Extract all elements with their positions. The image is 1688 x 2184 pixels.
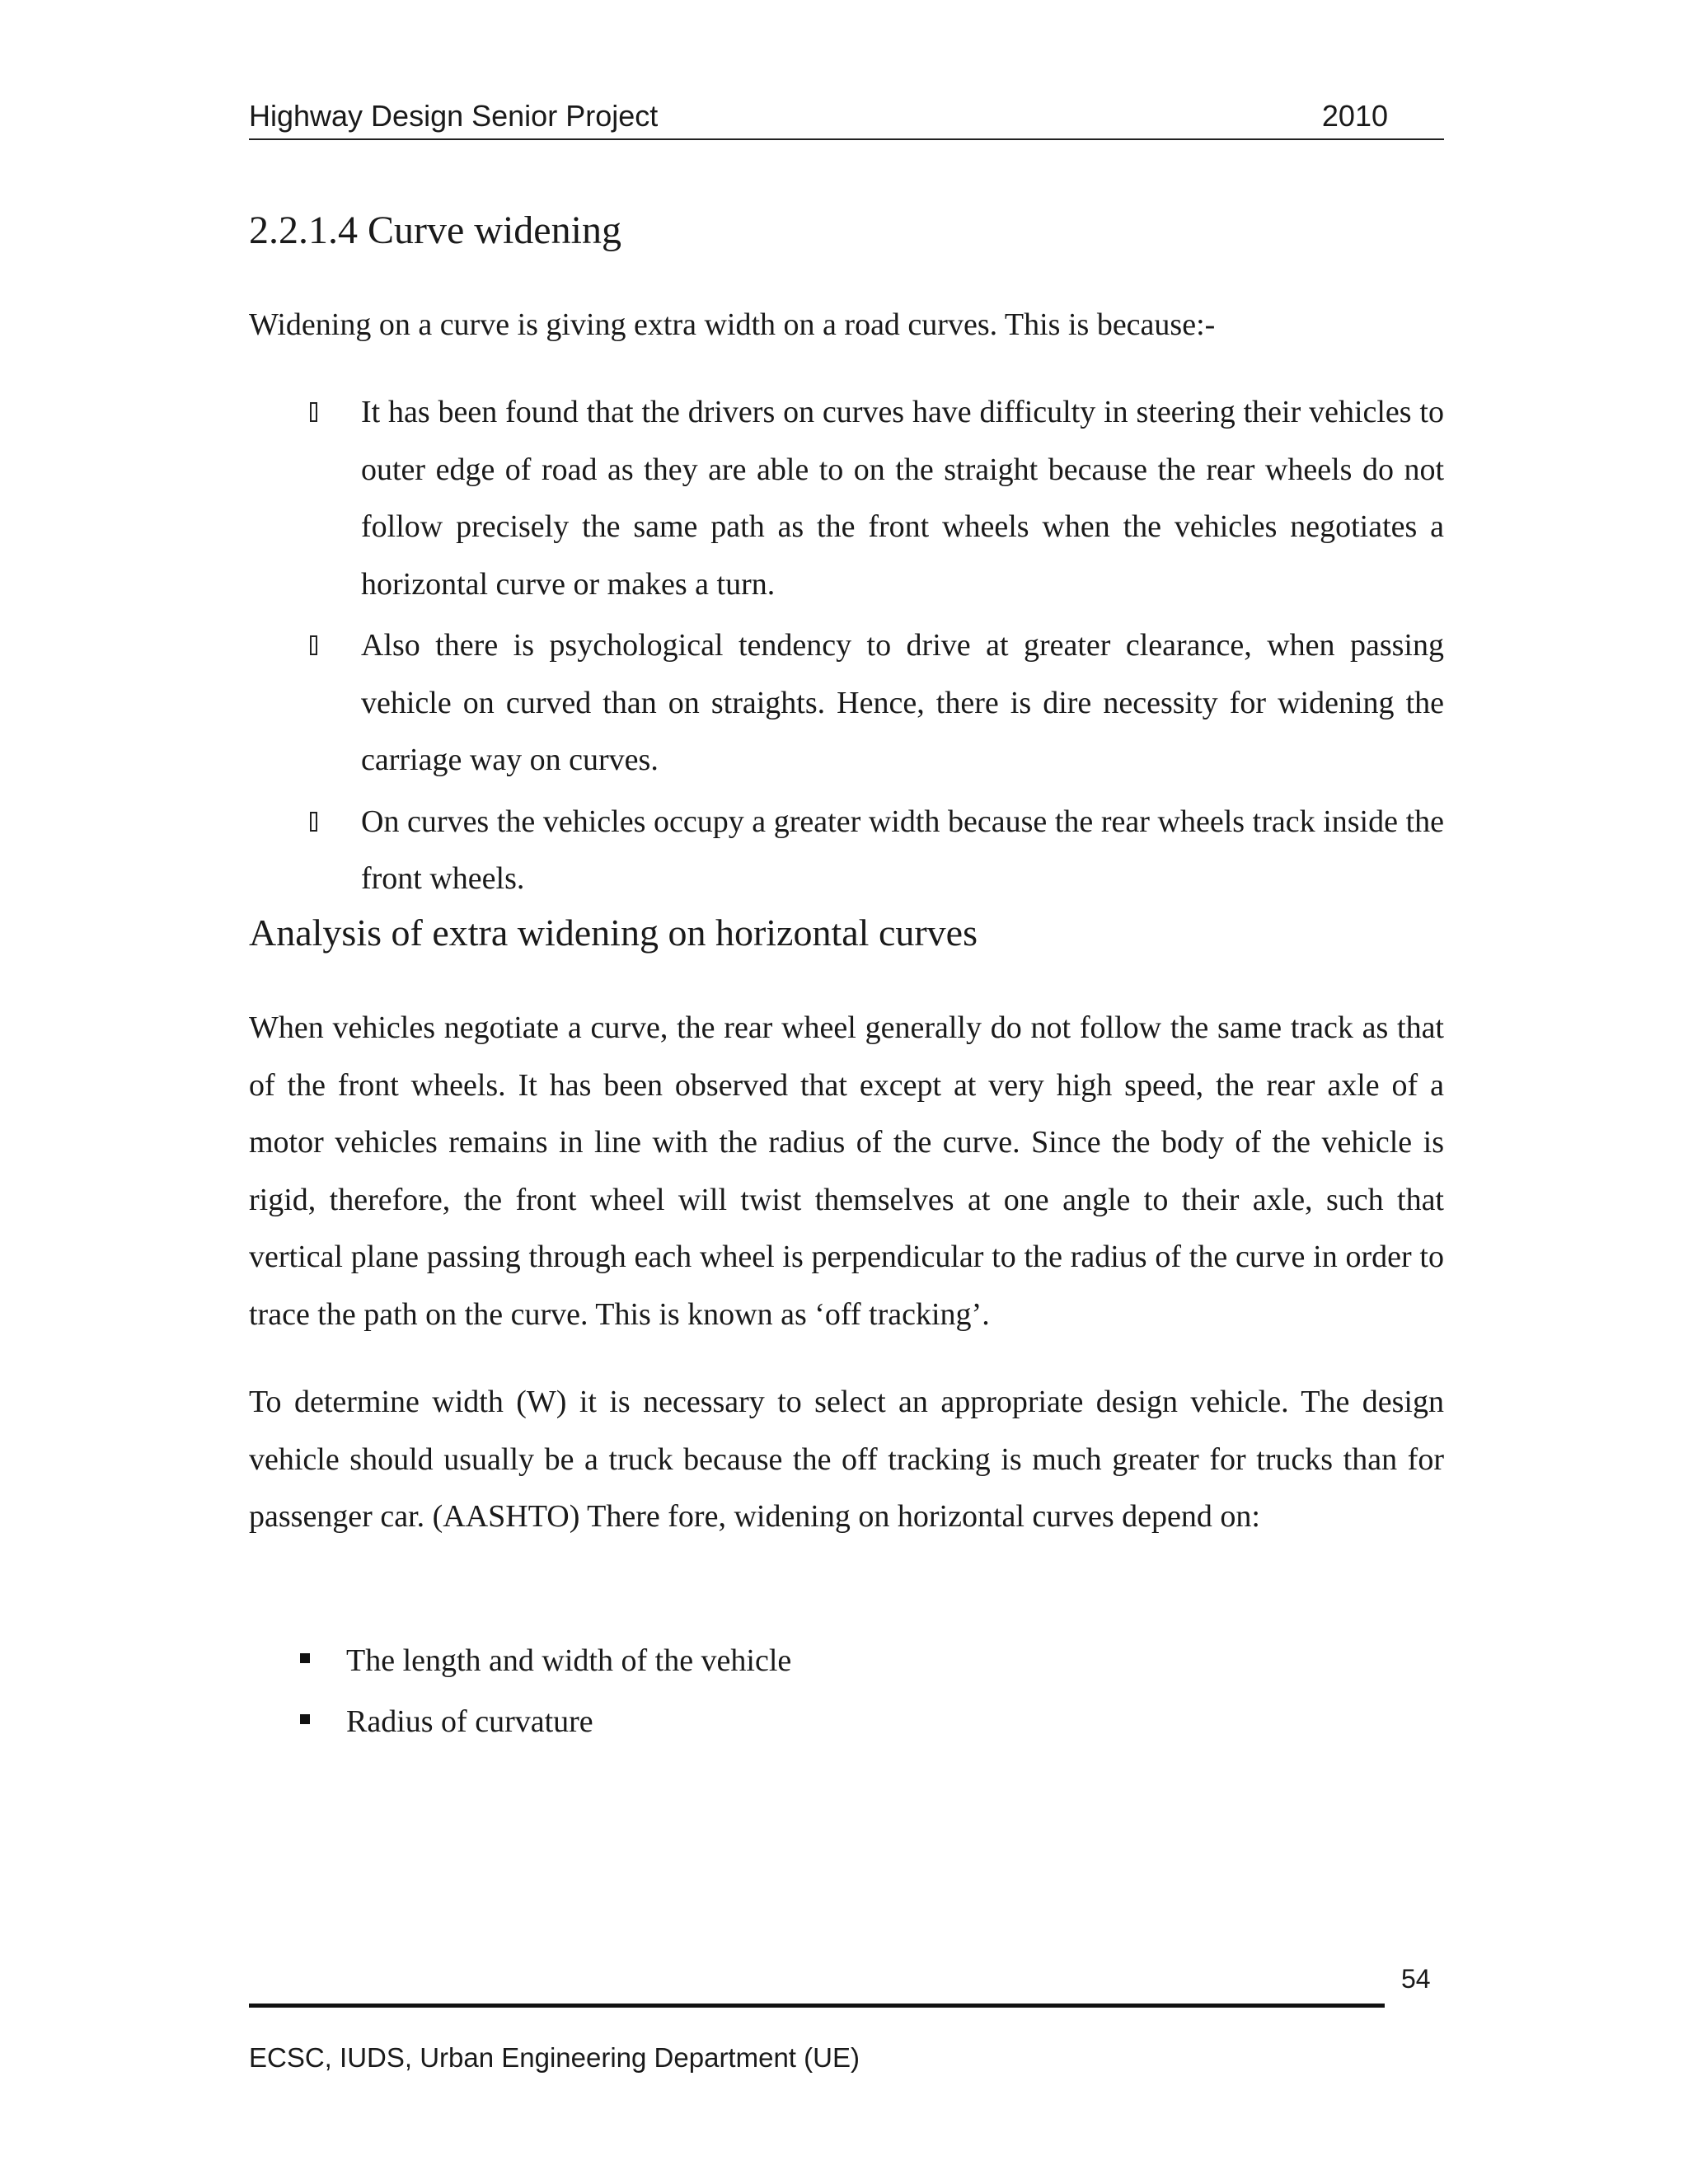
footer-divider [249,2004,1385,2008]
analysis-paragraph: When vehicles negotiate a curve, the rear wheel generally do not follow the same track as that of the front wheels. It has been observed that except at very high speed, the rear axle of a motor vehicles remains in line with the radius of the curve. Since the body of the vehicle is rigid, therefore, the front wheel will twist themselves at one angle to their axle, such that vertical plane passing through each wheel is perpendicular to the radius of the curve in order to trace the path on the curve. This is known as ‘off tracking’. [249,1010,1444,1332]
page-header [249,97,1444,140]
square-bullet-icon [300,1714,310,1724]
footer-text: ECSC, IUDS, Urban Engineering Department (UE) [249,2042,860,2073]
list-item [310,384,1444,613]
analysis-heading: Analysis of extra widening on horizontal curves [249,912,978,954]
header-year: 2010 [1321,99,1388,133]
intro-paragraph: Widening on a curve is giving extra width on a road curves. This is because:- [249,307,1216,342]
list-item-text: Radius of curvature [346,1704,593,1739]
list-item [310,794,1444,908]
list-item-text: On curves the vehicles occupy a greater width because the rear wheels track inside the front wheels. [361,804,1444,896]
list-item [310,617,1444,790]
factors-list [300,1630,791,1752]
reasons-list [310,384,1444,908]
list-item-text: It has been found that the drivers on curves have difficulty in steering their vehicles to outer edge of road as they are able to on the straight because the rear wheels do not follow precisely the same path as the front wheels when the vehicles negotiates a horizontal curve or makes a turn. [361,395,1444,602]
list-item [300,1630,791,1691]
page-number: 54 [1401,1964,1431,1994]
box-bullet-icon [310,402,317,422]
list-item-text: The length and width of the vehicle [346,1643,792,1678]
header-title: Highway Design Senior Project [249,99,659,133]
section-heading: 2.2.1.4 Curve widening [249,209,621,252]
square-bullet-icon [300,1653,310,1663]
list-item [300,1691,791,1752]
box-bullet-icon [310,812,317,832]
list-item-text: Also there is psychological tendency to drive at greater clearance, when passing vehicle on curved than on straights. Hence, there is dire necessity for widening the carriage way on curves. [361,628,1444,777]
determine-width-paragraph: To determine width (W) it is necessary to select an appropriate design vehicle. The design vehicle should usually be a truck because the off tracking is much greater for trucks than for passenger car. (AASHTO) There fore, widening on horizontal curves depend on: [249,1385,1444,1534]
box-bullet-icon [310,635,317,655]
